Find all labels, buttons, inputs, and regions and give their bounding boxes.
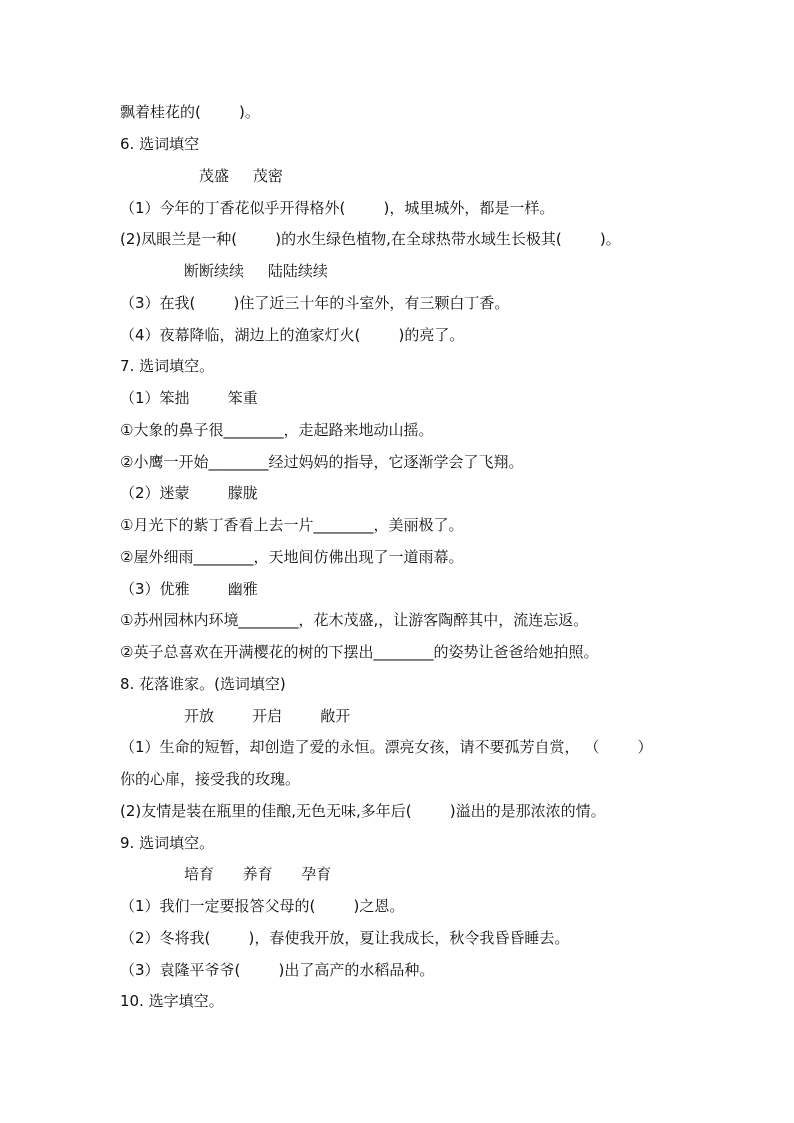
section-heading-7: 7. 选词填空。 [120,357,215,375]
question-line: ①苏州园林内环境________，花木茂盛,，让游客陶醉其中，流连忘返。 [120,611,589,629]
question-line: ①月光下的紫丁香看上去一片________，美丽极了。 [120,516,464,534]
question-line: （3）袁隆平爷爷( )出了高产的水稻品种。 [120,961,435,979]
word-options: 培育 养育 孕育 [184,865,332,883]
question-line: (2)凤眼兰是一种( )的水生绿色植物,在全球热带水域生长极其( )。 [120,230,621,248]
section-heading-6: 6. 选词填空 [120,135,200,153]
question-line: ②屋外细雨________，天地间仿佛出现了一道雨幕。 [120,548,464,566]
text-line: 飘着桂花的( )。 [120,103,260,121]
question-line: （1）生命的短暂，却创造了爱的永恒。漂亮女孩，请不要孤芳自赏， （ ） [120,738,653,756]
question-line: ①大象的鼻子很________，走起路来地动山摇。 [120,421,434,439]
section-heading-8: 8. 花落谁家。(选词填空) [120,675,286,693]
question-line: （1）我们一定要报答父母的( )之恩。 [120,897,405,915]
word-options: （2）迷蒙 朦胧 [120,484,258,502]
question-line: (2)友情是装在瓶里的佳酿,无色无味,多年后( )溢出的是那浓浓的情。 [120,802,606,820]
question-line: （3）在我( )住了近三十年的斗室外，有三颗白丁香。 [120,294,510,312]
word-options: 茂盛 茂密 [199,167,283,185]
word-options: （3）优雅 幽雅 [120,580,258,598]
section-heading-10: 10. 选字填空。 [120,992,224,1010]
word-options: （1）笨拙 笨重 [120,389,258,407]
question-line: （1）今年的丁香花似乎开得格外( )，城里城外，都是一样。 [120,199,555,217]
question-line: （4）夜幕降临，湖边上的渔家灯火( )的亮了。 [120,326,465,344]
word-options: 开放 开启 敞开 [184,707,351,725]
word-options: 断断续续 陆陆续续 [184,262,328,280]
section-heading-9: 9. 选词填空。 [120,834,215,852]
question-line: ②小鹰一开始________经过妈妈的指导，它逐渐学会了飞翔。 [120,453,524,471]
question-line-continued: 你的心扉，接受我的玫瑰。 [120,770,301,788]
question-line: ②英子总喜欢在开满樱花的树的下摆出________的姿势让爸爸给她拍照。 [120,643,599,661]
question-line: （2）冬将我( )，春使我开放，夏让我成长，秋令我昏昏睡去。 [120,929,570,947]
